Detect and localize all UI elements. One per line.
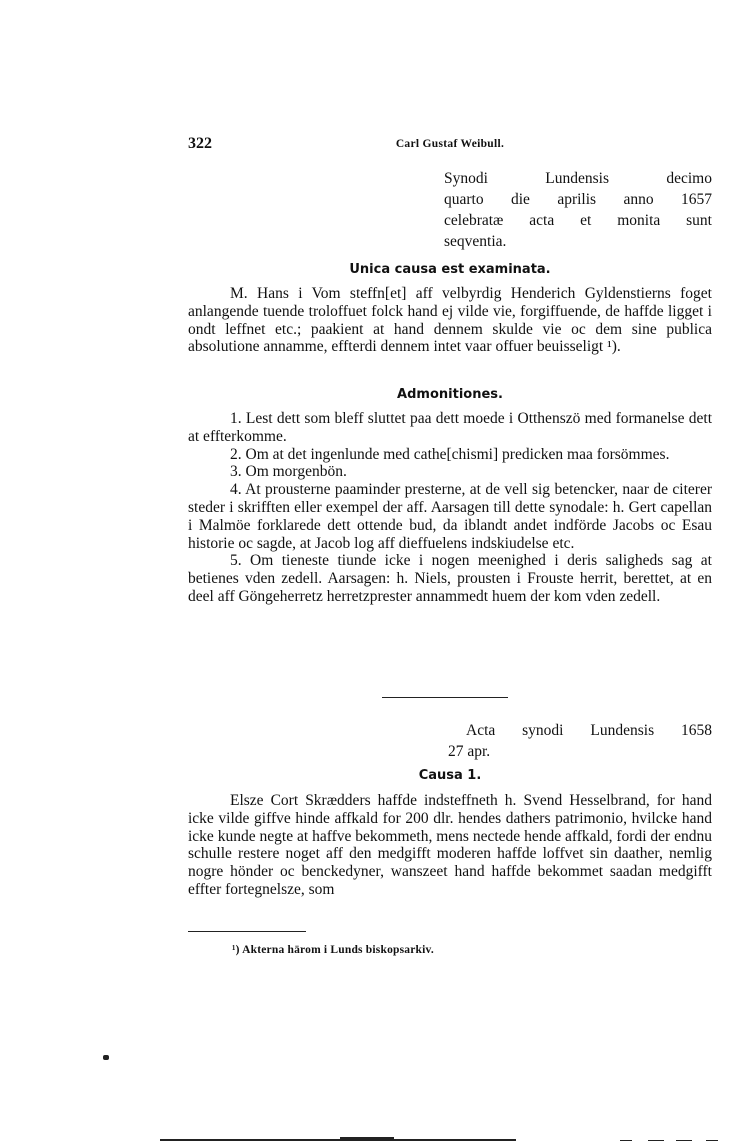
body-paragraph: Elsze Cort Skrædders haffde indsteffneth h. Svend Hesselbrand, for hand icke vilde giffve hinde affkald for 200 dlr. hendes dathers patrimonio, hvilcke hand icke kunde negte at haffve bekommeth, mens nectede hende affkald, fordi der endnu schulle restere noget aff den medgifft moderen haffde loffvet sin daather, nemlig nogre hönder oc benckedyner, wanszeet hand haffde bekommet saadan medgifft effter fortegnelsze, som xyxy=(188,792,712,898)
section-subheading: Unica causa est examinata. xyxy=(349,262,551,277)
section-divider xyxy=(382,697,508,698)
heading-line: quarto die aprilis anno 1657 xyxy=(444,191,712,208)
list-item: 2. Om at det ingenlunde med cathe[chismi] predicken maa forsömmes. xyxy=(230,445,670,463)
running-title: Carl Gustaf Weibull. xyxy=(395,138,505,150)
list-item: 1. Lest dett som bleff sluttet paa dett moede i Otthenszö med formanelse dett at effterkomme. xyxy=(188,410,712,445)
admonitiones-list xyxy=(188,410,712,606)
causa-heading: Causa 1. xyxy=(418,768,482,783)
footnote: ¹) Akterna härom i Lunds biskopsarkiv. xyxy=(232,944,434,956)
running-header xyxy=(188,135,712,155)
bottom-edge-dash xyxy=(620,1140,632,1141)
synod-1658-heading xyxy=(448,720,712,762)
heading-line: Synodi Lundensis decimo xyxy=(444,170,712,187)
footnote-rule xyxy=(188,931,306,932)
bottom-edge-dash xyxy=(648,1140,664,1141)
bottom-edge-line xyxy=(160,1139,516,1141)
bottom-edge-mark xyxy=(340,1137,394,1140)
heading-line: celebratæ acta et monita sunt xyxy=(444,212,712,229)
heading-line: 27 apr. xyxy=(448,743,491,760)
body-paragraph: M. Hans i Vom steffn[et] aff velbyrdig Henderich Gyldenstierns foget anlangende tuende troloffuet folck hand ej vilde vie, forgiffuende, de haffde ligget i ondt leffnet etc.; paakient at hand dennem skulde vie oc dem sine publica absolutione annamme, effterdi dennem intet vaar offuer beuisseligt ¹). xyxy=(188,285,712,356)
admonitiones-heading: Admonitiones. xyxy=(397,387,503,402)
page-number: 322 xyxy=(188,135,212,152)
synod-1657-heading xyxy=(444,168,712,252)
list-item: 4. At prousterne paaminder presterne, at de vell sig betencker, naar de citerer steder i skrifften eller exempel der aff. Aarsagen till dette synodale: h. Gert capellan i Malmöe forklarede dett ottende bud, da iblandt andet indförde Jacobs oc Esau historie oc sagde, at Jacob log aff dieffuelens indskiudelse etc. xyxy=(188,481,712,552)
scan-mark xyxy=(103,1055,109,1060)
bottom-edge-dash xyxy=(676,1140,692,1141)
bottom-edge-dash xyxy=(706,1140,718,1141)
list-item: 3. Om morgenbön. xyxy=(230,463,347,481)
list-item: 5. Om tieneste tiunde icke i nogen meenighed i deris saligheds sag at betienes vden zedell. Aarsagen: h. Niels, prousten i Frouste herrit, berettet, at en deel aff Göngeherretz herretzprester annammedt huem der kom vden zedell. xyxy=(188,552,712,605)
heading-line: Acta synodi Lundensis 1658 xyxy=(466,722,712,739)
heading-line: seqventia. xyxy=(444,233,507,250)
